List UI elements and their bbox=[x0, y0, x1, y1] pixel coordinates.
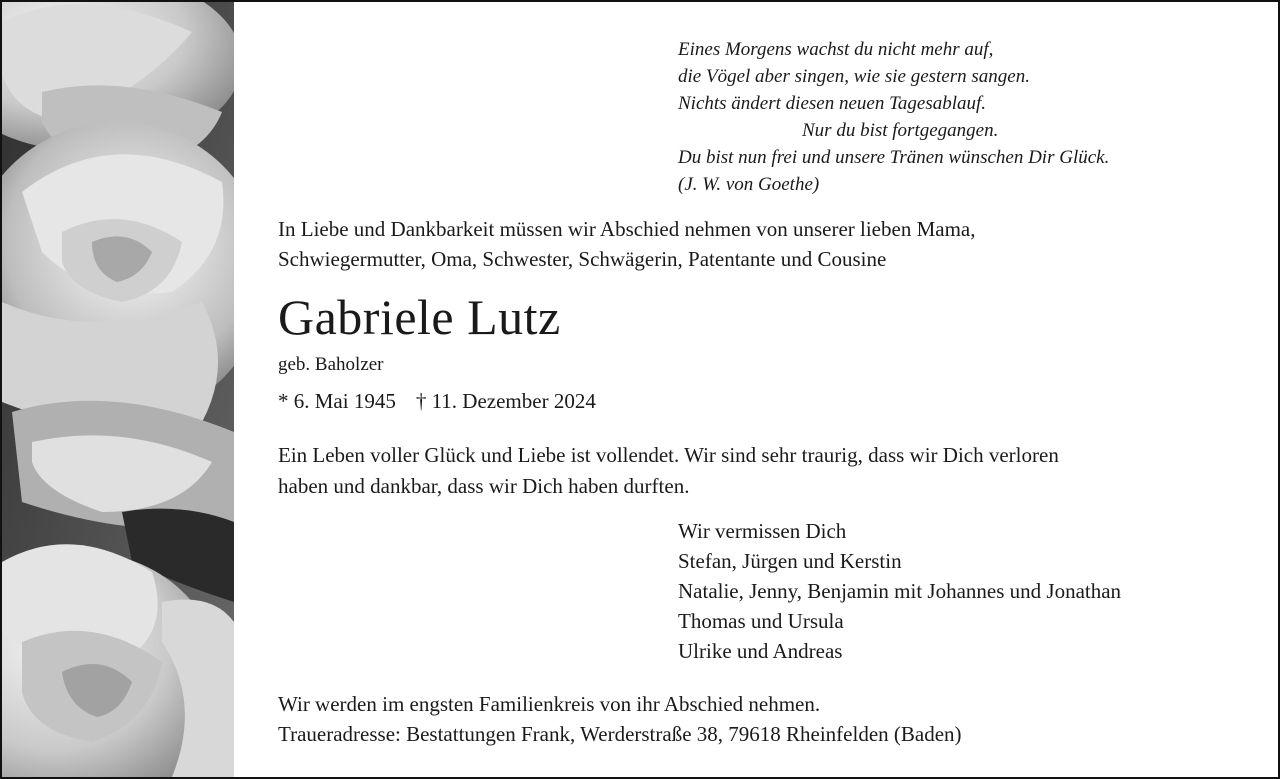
rose-photo bbox=[2, 2, 234, 777]
poem bbox=[678, 36, 1109, 198]
family-line: Thomas und Ursula bbox=[678, 609, 844, 633]
funeral-notice bbox=[278, 689, 962, 749]
family-line: Ulrike und Andreas bbox=[678, 639, 843, 663]
life-dates bbox=[278, 389, 596, 414]
intro-text bbox=[278, 214, 975, 274]
poem-attribution: (J. W. von Goethe) bbox=[678, 174, 820, 195]
statement-line: Ein Leben voller Glück und Liebe ist vollendet. Wir sind sehr traurig, dass wir Dich verloren bbox=[278, 443, 1059, 467]
poem-line: Eines Morgens wachst du nicht mehr auf, bbox=[678, 39, 994, 60]
rose-photo-graphic bbox=[2, 2, 234, 777]
poem-line: Nur du bist fortgegangen. bbox=[802, 120, 999, 141]
family-line: Natalie, Jenny, Benjamin mit Johannes und Jonathan bbox=[678, 579, 1122, 603]
intro-line: In Liebe und Dankbarkeit müssen wir Abschied nehmen von unserer lieben Mama, bbox=[278, 217, 976, 241]
family-line: Wir vermissen Dich bbox=[678, 519, 847, 543]
maiden-name: geb. Baholzer bbox=[278, 354, 384, 375]
poem-line: Du bist nun frei und unsere Tränen wünschen Dir Glück. bbox=[678, 147, 1110, 168]
birth-date: * 6. Mai 1945 bbox=[278, 389, 396, 413]
statement-text bbox=[278, 440, 1059, 502]
family-line: Stefan, Jürgen und Kerstin bbox=[678, 549, 902, 573]
deceased-name: Gabriele Lutz bbox=[278, 289, 561, 345]
statement-line: haben und dankbar, dass wir Dich haben durften. bbox=[278, 474, 690, 498]
death-date: † 11. Dezember 2024 bbox=[415, 389, 596, 413]
intro-line: Schwiegermutter, Oma, Schwester, Schwägerin, Patentante und Cousine bbox=[278, 247, 887, 271]
funeral-info: Wir werden im engsten Familienkreis von ihr Abschied nehmen. bbox=[278, 692, 821, 716]
family-signatures bbox=[678, 516, 1121, 666]
poem-line: die Vögel aber singen, wie sie gestern sangen. bbox=[678, 66, 1030, 87]
mourning-address: Traueradresse: Bestattungen Frank, Werderstraße 38, 79618 Rheinfelden (Baden) bbox=[278, 722, 962, 746]
poem-line: Nichts ändert diesen neuen Tagesablauf. bbox=[678, 93, 987, 114]
